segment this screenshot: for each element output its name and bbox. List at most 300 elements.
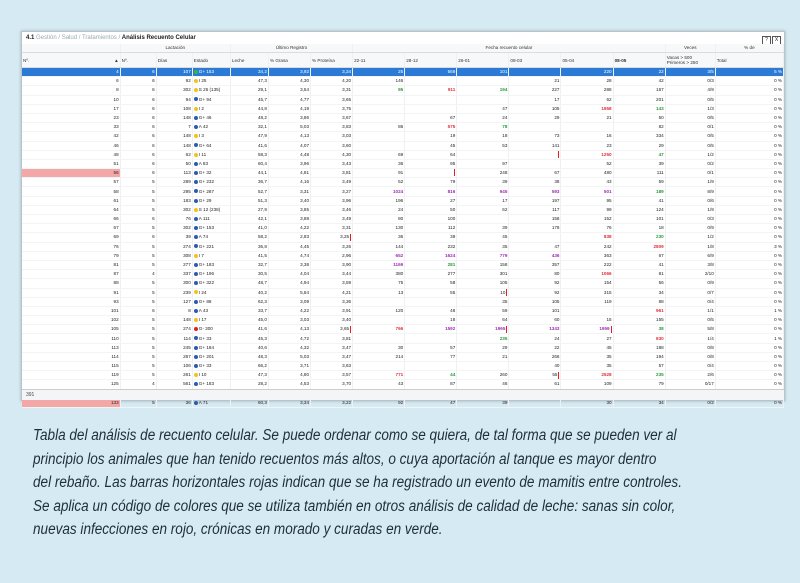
cell-recuento-1 (353, 297, 405, 306)
status-dot-icon (194, 327, 198, 331)
table-row[interactable] (22, 224, 784, 233)
cell-estado: G+ 88 (192, 297, 230, 306)
cell-veces: 0/17 (665, 380, 715, 389)
cell-recuento-6: 2809 (613, 242, 665, 251)
cell-numero: 56 (22, 169, 120, 178)
cell-recuento-3: 248 (457, 169, 509, 178)
table-row[interactable] (22, 169, 784, 178)
cell-recuento-1: 652 (353, 251, 405, 260)
cell-recuento-6: 82 (613, 123, 665, 132)
cell-recuento-5: 35 (561, 352, 613, 361)
cell-estado: I 17 (192, 316, 230, 325)
cell-recuento-1 (353, 141, 405, 150)
table-row[interactable] (22, 159, 784, 168)
cell-estado: A 83 (192, 159, 230, 168)
cell-recuento-2: 18 (405, 316, 457, 325)
cell-lactacion: 6 (120, 113, 156, 122)
col-header-dias[interactable]: Días (156, 53, 192, 68)
table-row[interactable] (22, 68, 784, 77)
cell-dias: 274 (156, 325, 192, 334)
cell-recuento-4: 17 (509, 95, 561, 104)
cell-grasa: 4,80 (268, 371, 310, 380)
caption-line: del rebaño. Las barras horizontales rojas indican que se ha registrado un evento de mamitis entre controles. (33, 474, 682, 492)
cell-recuento-3: 35 (457, 297, 509, 306)
cell-leche: 45,3 (230, 334, 268, 343)
status-dot-icon (194, 116, 198, 120)
cell-recuento-5: 99 (561, 205, 613, 214)
cell-grasa: 3,31 (268, 187, 310, 196)
cell-leche: 62,3 (230, 297, 268, 306)
cell-recuento-6: 41 (613, 260, 665, 269)
cell-dias: 50 (156, 159, 192, 168)
cell-estado: G+ 183 (192, 380, 230, 389)
cell-dias: 277 (156, 260, 192, 269)
cell-recuento-5: 15 (561, 316, 613, 325)
cell-recuento-4: 24 (509, 334, 561, 343)
cell-leche: 36,7 (230, 178, 268, 187)
cell-recuento-6: 59 (613, 178, 665, 187)
cell-estado: I 2 (192, 104, 230, 113)
cell-grasa: 2,83 (268, 233, 310, 242)
cell-leche: 47,3 (230, 77, 268, 86)
cell-recuento-4: 55 (509, 371, 561, 380)
cell-recuento-6: 41 (613, 196, 665, 205)
cell-pct-total: 0 % (715, 159, 783, 168)
cell-leche: 51,3 (230, 196, 268, 205)
cell-numero: 87 (22, 270, 120, 279)
cell-recuento-1 (353, 316, 405, 325)
close-button[interactable]: X (772, 36, 781, 45)
cell-recuento-5: 315 (561, 288, 613, 297)
cell-proteina: 3,96 (311, 196, 353, 205)
cell-grasa: 5,03 (268, 352, 310, 361)
mastitis-event-marker (506, 326, 507, 333)
cell-recuento-6: 81 (613, 270, 665, 279)
cell-recuento-2: 44 (405, 371, 457, 380)
table-row[interactable] (22, 334, 784, 343)
col-header-numero[interactable]: Nº. ▲ (22, 53, 120, 68)
cell-lactacion: 6 (120, 104, 156, 113)
cell-estado: G+ 221 (192, 242, 230, 251)
cell-dias: 337 (156, 270, 192, 279)
cell-recuento-6: 143 (613, 104, 665, 113)
col-header-date-4[interactable]: 08-03 (509, 53, 561, 68)
cell-recuento-2: 58 (405, 279, 457, 288)
cell-recuento-6: 42 (613, 77, 665, 86)
cell-dias: 261 (156, 371, 192, 380)
table-row[interactable] (22, 233, 784, 242)
cell-recuento-5 (561, 123, 613, 132)
col-header-estado[interactable]: Estado (192, 53, 230, 68)
cell-recuento-2: 45 (405, 141, 457, 150)
cell-leche: 44,8 (230, 104, 268, 113)
cell-veces: 0/5 (665, 132, 715, 141)
cell-pct-total: 0 % (715, 288, 783, 297)
table-row[interactable] (22, 132, 784, 141)
cell-grasa: 3,34 (268, 398, 310, 407)
cell-dias: 302 (156, 86, 192, 95)
cell-recuento-3: 24 (457, 113, 509, 122)
cell-lactacion: 5 (120, 205, 156, 214)
cell-pct-total: 0 % (715, 95, 783, 104)
breadcrumb-tratamientos[interactable]: Tratamientos (81, 35, 117, 41)
table-row[interactable] (22, 380, 784, 389)
cell-recuento-2: 47 (405, 398, 457, 407)
table-row[interactable] (22, 297, 784, 306)
cell-recuento-1: 52 (353, 178, 405, 187)
cell-recuento-5: 1250 (561, 150, 613, 159)
cell-numero: 51 (22, 159, 120, 168)
cell-lactacion: 6 (120, 86, 156, 95)
col-header-proteina[interactable]: % Proteína (311, 53, 353, 68)
figure-caption (33, 424, 684, 542)
cell-lactacion: 5 (120, 288, 156, 297)
table-row[interactable] (22, 242, 784, 251)
cell-veces: 0/5 (665, 95, 715, 104)
cell-recuento-3: 779 (457, 251, 509, 260)
cell-lactacion: 5 (120, 251, 156, 260)
cell-recuento-1: 24 (353, 205, 405, 214)
status-dot-icon (194, 180, 198, 184)
cell-recuento-3: 29 (457, 343, 509, 352)
cell-numero: 66 (22, 215, 120, 224)
cell-recuento-5: 109 (561, 380, 613, 389)
col-header-total[interactable]: Total (715, 53, 783, 68)
cell-proteina: 3,75 (311, 104, 353, 113)
col-header-date-6[interactable]: 08-05 (613, 53, 665, 68)
table-row[interactable] (22, 141, 784, 150)
cell-recuento-2: 112 (405, 224, 457, 233)
cell-recuento-4: 436 (509, 251, 561, 260)
cell-dias: 302 (156, 205, 192, 214)
table-row[interactable] (22, 251, 784, 260)
cell-veces: 3/5 (665, 68, 715, 77)
cell-recuento-4: 67 (509, 169, 561, 178)
cell-recuento-5: 1066 (561, 270, 613, 279)
cell-recuento-3: 39 (457, 224, 509, 233)
cell-lactacion: 5 (120, 242, 156, 251)
cell-dias: 274 (156, 242, 192, 251)
cell-recuento-1: 13 (353, 288, 405, 297)
table-row[interactable] (22, 77, 784, 86)
cell-pct-total: 0 % (715, 233, 783, 242)
cell-lactacion: 6 (120, 77, 156, 86)
col-header-date-2[interactable]: 28-12 (405, 53, 457, 68)
status-dot-icon (194, 355, 198, 359)
cell-recuento-4: 117 (509, 205, 561, 214)
cell-leche: 36,8 (230, 242, 268, 251)
cell-recuento-3: 18 (457, 132, 509, 141)
cell-recuento-5: 119 (561, 297, 613, 306)
cell-recuento-6: 194 (613, 352, 665, 361)
cell-recuento-1 (353, 95, 405, 104)
status-dot-icon (194, 134, 198, 138)
cell-proteina: 3,47 (311, 352, 353, 361)
cell-recuento-1: 36 (353, 159, 405, 168)
cell-recuento-2: 87 (405, 380, 457, 389)
cell-numero: 101 (22, 306, 120, 315)
cell-recuento-3: 59 (457, 306, 509, 315)
cell-recuento-2: 57 (405, 343, 457, 352)
cell-leche: 58,2 (230, 233, 268, 242)
col-header-date-3[interactable]: 26-01 (457, 53, 509, 68)
cell-proteina: 3,31 (311, 86, 353, 95)
cell-pct-total: 0 % (715, 150, 783, 159)
cell-recuento-5: 43 (561, 178, 613, 187)
cell-estado: G+ 64 (192, 141, 230, 150)
col-header-lactacion-num[interactable]: Nº. (120, 53, 156, 68)
cell-lactacion: 5 (120, 371, 156, 380)
cell-lactacion: 5 (120, 352, 156, 361)
cell-recuento-6: 101 (613, 215, 665, 224)
cell-dias: 107 (156, 68, 192, 77)
breadcrumb-gestion[interactable]: Gestión (36, 35, 57, 41)
cell-numero: 91 (22, 288, 120, 297)
cell-veces: 0/1 (665, 123, 715, 132)
status-dot-icon (194, 263, 198, 267)
cell-grasa: 4,45 (268, 242, 310, 251)
table-row[interactable] (22, 205, 784, 214)
mastitis-event-marker (558, 372, 559, 379)
col-header-leche[interactable]: Leche (230, 53, 268, 68)
cell-grasa: 3,03 (268, 316, 310, 325)
cell-leche: 60,4 (230, 159, 268, 168)
cell-recuento-5: 288 (561, 86, 613, 95)
table-row[interactable] (22, 86, 784, 95)
cell-grasa: 3,88 (268, 215, 310, 224)
cell-recuento-4: 178 (509, 224, 561, 233)
cell-recuento-2: 1624 (405, 251, 457, 260)
status-dot-icon (194, 143, 198, 147)
cell-veces: 0/9 (665, 279, 715, 288)
cell-veces: 0/9 (665, 224, 715, 233)
table-row[interactable] (22, 123, 784, 132)
cell-numero: 46 (22, 141, 120, 150)
cell-recuento-1: 130 (353, 224, 405, 233)
col-header-date-1[interactable]: 22-11 (353, 53, 405, 68)
mastitis-event-marker (611, 326, 612, 333)
cell-veces: 1/2 (665, 233, 715, 242)
cell-estado: I 25 (192, 77, 230, 86)
cell-recuento-2 (405, 169, 457, 178)
cell-dias: 289 (156, 178, 192, 187)
col-header-veces[interactable]: Vacas > 500 Primeros > 250 (665, 53, 715, 68)
cell-veces: 1/1 (665, 306, 715, 315)
cell-recuento-1: 771 (353, 371, 405, 380)
cell-dias: 108 (156, 104, 192, 113)
cell-grasa: 5,03 (268, 123, 310, 132)
cell-pct-total: 1 % (715, 334, 783, 343)
status-dot-icon (194, 189, 198, 193)
cell-recuento-6: 34 (613, 288, 665, 297)
cell-pct-total: 0 % (715, 251, 783, 260)
cell-veces: 0/7 (665, 288, 715, 297)
cell-recuento-6: 50 (613, 113, 665, 122)
cell-proteina: 3,46 (311, 205, 353, 214)
cell-recuento-1 (353, 362, 405, 371)
cell-dias: 267 (156, 352, 192, 361)
cell-recuento-3: 78 (457, 123, 509, 132)
sort-asc-icon: ▲ (114, 57, 119, 63)
cell-leche: 29,1 (230, 86, 268, 95)
cell-pct-total: 0 % (715, 224, 783, 233)
cell-leche: 41,5 (230, 251, 268, 260)
cell-recuento-4 (509, 150, 561, 159)
cell-grasa: 3,85 (268, 205, 310, 214)
cell-veces: 5/8 (665, 325, 715, 334)
table-row[interactable] (22, 306, 784, 315)
mastitis-event-marker (506, 289, 507, 296)
cell-estado: G+ 183 (192, 260, 230, 269)
breadcrumb-salud[interactable]: Salud (61, 35, 78, 41)
cell-proteina: 3,47 (311, 343, 353, 352)
table-row[interactable] (22, 279, 784, 288)
cell-recuento-6: 56 (613, 279, 665, 288)
cell-count-table (22, 44, 784, 405)
cell-proteina: 3,65 (311, 95, 353, 104)
cell-grasa: 4,19 (268, 104, 310, 113)
table-row[interactable] (22, 288, 784, 297)
cell-dias: 106 (156, 362, 192, 371)
cell-estado: G+ 32 (192, 169, 230, 178)
cell-grasa: 4,72 (268, 334, 310, 343)
cell-lactacion: 5 (120, 297, 156, 306)
cell-lactacion: 6 (120, 233, 156, 242)
cell-estado: S 12 (238) (192, 205, 230, 214)
cell-recuento-2: 46 (405, 306, 457, 315)
cell-recuento-6: 124 (613, 205, 665, 214)
cell-proteina: 3,31 (311, 224, 353, 233)
cell-grasa: 4,53 (268, 380, 310, 389)
cell-dias: 148 (156, 316, 192, 325)
cell-recuento-2 (405, 104, 457, 113)
cell-recuento-4 (509, 159, 561, 168)
cell-recuento-6: 830 (613, 334, 665, 343)
cell-recuento-1: 144 (353, 242, 405, 251)
cell-grasa: 4,32 (268, 343, 310, 352)
cell-pct-total: 0 % (715, 215, 783, 224)
cell-lactacion: 5 (120, 187, 156, 196)
table-row[interactable] (22, 215, 784, 224)
cell-recuento-2 (405, 362, 457, 371)
cell-lactacion: 5 (120, 325, 156, 334)
help-button[interactable]: ? (762, 36, 771, 45)
cell-grasa: 3,54 (268, 86, 310, 95)
cell-proteina: 3,25 (311, 233, 353, 242)
cell-numero: 88 (22, 279, 120, 288)
cell-recuento-2: 55 (405, 288, 457, 297)
cell-dias: 295 (156, 187, 192, 196)
cell-recuento-5: 152 (561, 215, 613, 224)
cell-estado: G+ 29 (192, 196, 230, 205)
cell-proteina: 3,36 (311, 297, 353, 306)
cell-dias: 114 (156, 334, 192, 343)
table-row[interactable] (22, 260, 784, 269)
cell-veces: 0/5 (665, 316, 715, 325)
cell-veces: 3/8 (665, 260, 715, 269)
cell-proteina: 3,49 (311, 178, 353, 187)
cell-estado: G- 300 (192, 325, 230, 334)
cell-numero: 33 (22, 123, 120, 132)
table-row[interactable] (22, 316, 784, 325)
cell-grasa: 4,74 (268, 251, 310, 260)
cell-recuento-1: 75 (353, 279, 405, 288)
table-row[interactable] (22, 352, 784, 361)
cell-recuento-3: 17 (457, 196, 509, 205)
cell-estado: I 3 (192, 132, 230, 141)
cell-recuento-3: 47 (457, 104, 509, 113)
page-title: Análisis Recuento Celular (121, 35, 196, 41)
cell-lactacion: 4 (120, 380, 156, 389)
cell-proteina: 3,65 (311, 325, 353, 334)
table-row[interactable] (22, 325, 784, 334)
cell-proteina: 2,96 (311, 251, 353, 260)
cell-recuento-5: 363 (561, 251, 613, 260)
table-row[interactable] (22, 371, 784, 380)
cell-recuento-5: 27 (561, 334, 613, 343)
cell-dias: 7 (156, 123, 192, 132)
cell-pct-total: 0 % (715, 260, 783, 269)
cell-estado: G+ 287 (192, 187, 230, 196)
cell-veces: 1/9 (665, 178, 715, 187)
cell-recuento-5 (561, 306, 613, 315)
table-row[interactable] (22, 150, 784, 159)
mastitis-event-marker (350, 326, 351, 333)
table-row[interactable] (22, 270, 784, 279)
cell-veces: 0/4 (665, 362, 715, 371)
status-dot-icon (194, 97, 198, 101)
cell-dias: 302 (156, 224, 192, 233)
cell-lactacion: 6 (120, 123, 156, 132)
cell-recuento-4 (509, 233, 561, 242)
cell-leche: 66,2 (230, 362, 268, 371)
table-row[interactable] (22, 113, 784, 122)
table-row[interactable] (22, 178, 784, 187)
cell-recuento-3 (457, 215, 509, 224)
cell-pct-total: 0 % (715, 362, 783, 371)
cell-pct-total: 0 % (715, 132, 783, 141)
col-header-date-5[interactable]: 05-04 (561, 53, 613, 68)
col-header-grasa[interactable]: % Grasa (268, 53, 310, 68)
cell-recuento-4: 60 (509, 316, 561, 325)
cell-recuento-2 (405, 297, 457, 306)
cell-grasa: 4,94 (268, 279, 310, 288)
cell-recuento-1 (353, 132, 405, 141)
table-row[interactable] (22, 95, 784, 104)
table-row[interactable] (22, 196, 784, 205)
cell-proteina: 3,60 (311, 141, 353, 150)
cell-estado: G+ 46 (192, 113, 230, 122)
group-veces: Veces (665, 44, 715, 53)
table-row[interactable] (22, 343, 784, 352)
table-row[interactable] (22, 104, 784, 113)
cell-recuento-5: 1959 (561, 325, 613, 334)
cell-recuento-2: 95 (405, 159, 457, 168)
cell-grasa: 3,38 (268, 260, 310, 269)
table-row[interactable] (22, 362, 784, 371)
cell-lactacion: 5 (120, 196, 156, 205)
table-row[interactable] (22, 187, 784, 196)
cell-leche: 48,7 (230, 279, 268, 288)
cell-dias: 76 (156, 215, 192, 224)
cell-recuento-1: 380 (353, 270, 405, 279)
cell-recuento-3: 62 (457, 205, 509, 214)
cell-veces: 2/10 (665, 270, 715, 279)
status-dot-icon (194, 281, 198, 285)
cell-grasa: 4,22 (268, 306, 310, 315)
cell-recuento-1: 91 (353, 169, 405, 178)
cell-dias: 148 (156, 132, 192, 141)
